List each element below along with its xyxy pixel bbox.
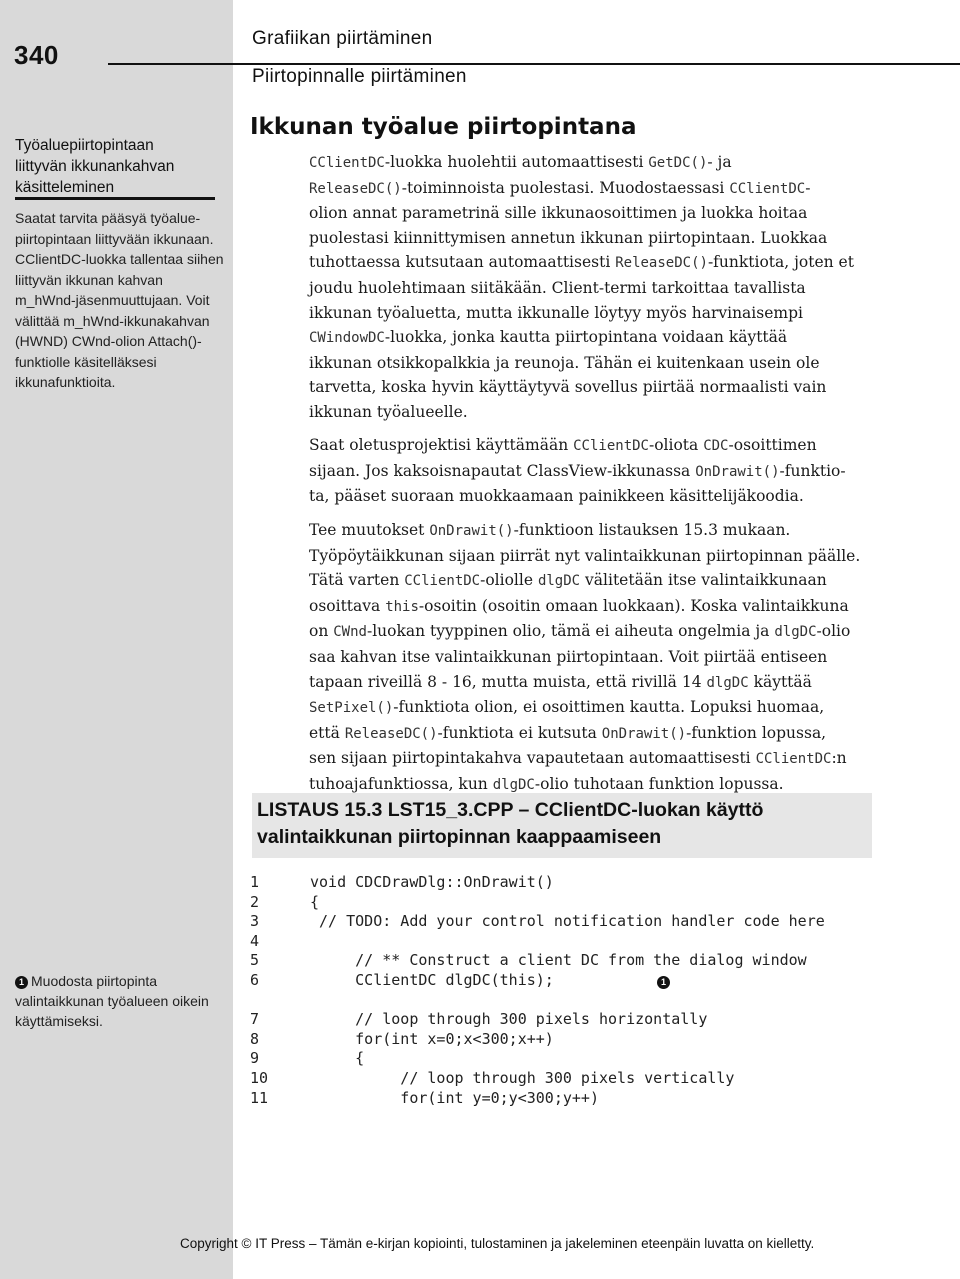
line-number: 7 [250,1010,260,1029]
code-term: dlgDC [492,776,535,793]
page-number: 340 [14,40,59,70]
code-term: this [385,598,419,615]
text: -osoittimen [728,436,817,454]
code-term: CWnd [333,624,367,641]
section-title: Piirtopinnalle piirtäminen [252,66,467,87]
text: -luokan tyyppinen olio, tämä ei aiheuta ongelmia ja [366,622,775,641]
sidebar-body-line: liittyvän ikkunan kahvan [15,271,163,288]
code-line [250,1089,825,1109]
text-line: joudu huolehtimaan siitäkään. Client-termi tarkoittaa tavallista [309,278,806,297]
sidebar-title-line: käsitteleminen [15,179,115,196]
code-term: dlgDC [774,624,817,641]
line-number: 6 [250,970,260,989]
text: -olio [816,622,851,641]
code-term: CWindowDC [309,330,385,347]
text: -funktioon listauksen 15.3 mukaan. [513,521,791,539]
text: Saat oletusprojektisi käyttämään [309,436,574,454]
code-text: { [310,1049,365,1068]
paragraph-2 [309,433,879,509]
listing-title-line: LISTAUS 15.3 LST15_3.CPP – CClientDC-luokan käyttö [257,799,764,821]
line-number: 11 [250,1088,269,1107]
code-line [250,951,825,971]
code-spacer [250,991,825,1011]
paragraph-1 [309,150,879,425]
code-term: OnDrawit() [429,523,514,539]
code-term: SetPixel() [309,700,394,717]
code-text: // loop through 300 pixels vertically [310,1068,735,1087]
text: -funktio- [779,461,846,480]
sidebar-body-line: ikkunafunktioita. [15,374,116,390]
text: -funktiota, joten et [707,253,854,272]
code-term: CClientDC [573,438,649,454]
note-line: käyttämiseksi. [15,1013,103,1029]
code-text: for(int y=0;y<300;y++) [310,1088,599,1107]
code-text: // ** Construct a client DC from the dialog window [310,951,807,970]
text-line: saa kahvan itse valintaikkunan piirtopintaan. Voit piirtää entiseen [309,647,828,666]
header-rule [108,63,960,65]
sidebar-title-line: Työaluepiirtopintaan [15,137,154,154]
sidebar-body-line: m_hWnd-jäsenmuuttujaan. Voit [15,292,210,308]
line-number: 10 [250,1068,269,1087]
sidebar-body-line: välittää m_hWnd-ikkunakahvan [15,312,210,329]
text-line: puolestasi kiinnittymisen annetun ikkunan piirtopintaan. Luokkaa [309,228,828,247]
note-line: valintaikkunan työalueen oikein [15,993,209,1009]
code-listing [250,873,825,1108]
sidebar-body [15,208,225,393]
listing-title [257,797,867,851]
sidebar-body-line: piirtopintaan liittyvään ikkunaan. [15,230,214,247]
line-number: 9 [250,1049,260,1068]
text: -osoitin (osoitin omaan luokkaan). Koska valintaikkuna [418,596,849,615]
code-term: OnDrawit() [695,463,780,480]
text: käyttää [748,672,812,691]
text-line: ikkunan työalueelle. [309,402,468,421]
copyright-footer: Copyright © IT Press – Tämän e-kirjan kopiointi, tulostaminen ja jakeleminen eteenpäin luvatta on kielletty. [180,1236,815,1251]
line-number: 8 [250,1029,260,1048]
margin-note [15,971,225,1031]
text: -oliota [648,436,704,454]
line-number: 5 [250,951,260,970]
text: sen sijaan piirtopintakahva vapautetaan automaattisesti [309,749,756,768]
code-term: CClientDC [729,180,806,197]
text-line: Työpöytäikkunan sijaan piirrät nyt valintaikkunan piirtopinnan päälle. [309,546,861,565]
line-number: 1 [250,873,260,891]
code-marker-icon: 1 [657,976,670,989]
chapter-title: Grafiikan piirtäminen [252,28,433,49]
text-line: ikkunan otsikkopalkkia ja reunoja. Tähän ei kuitenkaan usein ole [309,353,820,372]
sidebar-body-line: Saatat tarvita pääsyä työalue- [15,210,201,226]
text: -luokka, jonka kautta piirtopintana voidaan käyttää [384,328,788,347]
text: tapaan riveillä 8 - 16, mutta muista, että rivillä 14 [309,672,707,691]
text: - [805,178,811,197]
paragraph-3 [309,518,879,798]
code-term: GetDC() [648,155,708,171]
code-text: // TODO: Add your control notification handler code here [310,912,825,931]
sidebar-title-line: liittyvän ikkunankahvan [15,158,175,175]
text-line: ta, pääset suoraan muokkaamaan painikkeen käsittelijäkoodia. [309,487,804,506]
code-text: // loop through 300 pixels horizontally [310,1010,708,1029]
code-line [250,1069,825,1089]
code-term: CClientDC [755,751,832,768]
text: -olio tuhotaan funktion lopussa. [534,774,784,793]
line-number: 4 [250,931,260,950]
line-number: 3 [250,912,260,931]
text: -luokka huolehtii automaattisesti [384,153,649,171]
text-line: tarvetta, koska hyvin käyttäytyvä sovellus piirtää normaalisti vain [309,378,827,397]
code-line [250,1010,825,1030]
code-text: { [310,892,320,911]
code-term: dlgDC [537,573,581,590]
listing-title-line: valintaikkunan piirtopinnan kaappaamiseen [257,826,662,848]
code-text: for(int x=0;x<300;x++) [310,1029,554,1048]
code-term: OnDrawit() [601,725,687,742]
code-term: CDC [703,438,729,454]
text: :n [831,749,847,768]
line-number: 2 [250,892,260,911]
code-term: ReleaseDC() [615,255,708,272]
code-line [250,873,825,893]
code-line [250,1049,825,1069]
text: Tätä varten [309,571,405,590]
note-line: Muodosta piirtopinta [31,973,158,989]
code-term: dlgDC [706,674,749,691]
sidebar-body-line: CClientDC-luokka tallentaa siihen [15,251,224,267]
code-term: CClientDC [404,573,481,590]
code-term: ReleaseDC() [344,725,438,742]
text: tuhoajafunktiossa, kun [309,774,493,793]
text: on [309,622,334,641]
code-line [250,912,825,932]
code-term: CClientDC [309,155,385,171]
text-line: ikkunan työaluetta, mutta ikkunalle löytyy myös harvinaisempi [309,303,803,322]
code-line [250,971,825,991]
sidebar-body-line: (HWND) CWnd-olion Attach()- [15,333,202,349]
sidebar-body-line: funktiolle käsitelläksesi [15,353,157,370]
text: - ja [707,153,732,171]
note-marker-icon: 1 [15,976,28,989]
code-line [250,932,825,952]
section-heading: Ikkunan työalue piirtopintana [250,114,637,140]
code-line [250,1030,825,1050]
text: että [309,723,345,742]
code-text: CClientDC dlgDC(this); [310,970,554,989]
text: tuhottaessa kutsutaan automaattisesti [309,253,616,272]
text-line: olion annat parametrinä sille ikkunaosoittimen ja luokka hoitaa [309,204,808,223]
sidebar-rule [15,197,215,200]
text: Tee muutokset [309,521,430,539]
code-term: ReleaseDC() [309,180,402,197]
code-line [250,893,825,913]
text: -funktiota olion, ei osoittimen kautta. Lopuksi huomaa, [393,698,825,717]
text: -funktion lopussa, [686,723,827,742]
text: -funktiota ei kutsuta [437,723,602,742]
text: välitetään itse valintaikkunaan [580,571,827,590]
text: -toiminnoista puolestasi. Muodostaessasi [401,178,730,197]
sidebar-title [15,135,220,198]
code-text: void CDCDrawDlg::OnDrawit() [310,873,554,891]
text: osoittava [309,596,386,615]
text: sijaan. Jos kaksoisnapautat ClassView-ikkunassa [309,461,696,480]
text: -oliolle [480,571,538,590]
